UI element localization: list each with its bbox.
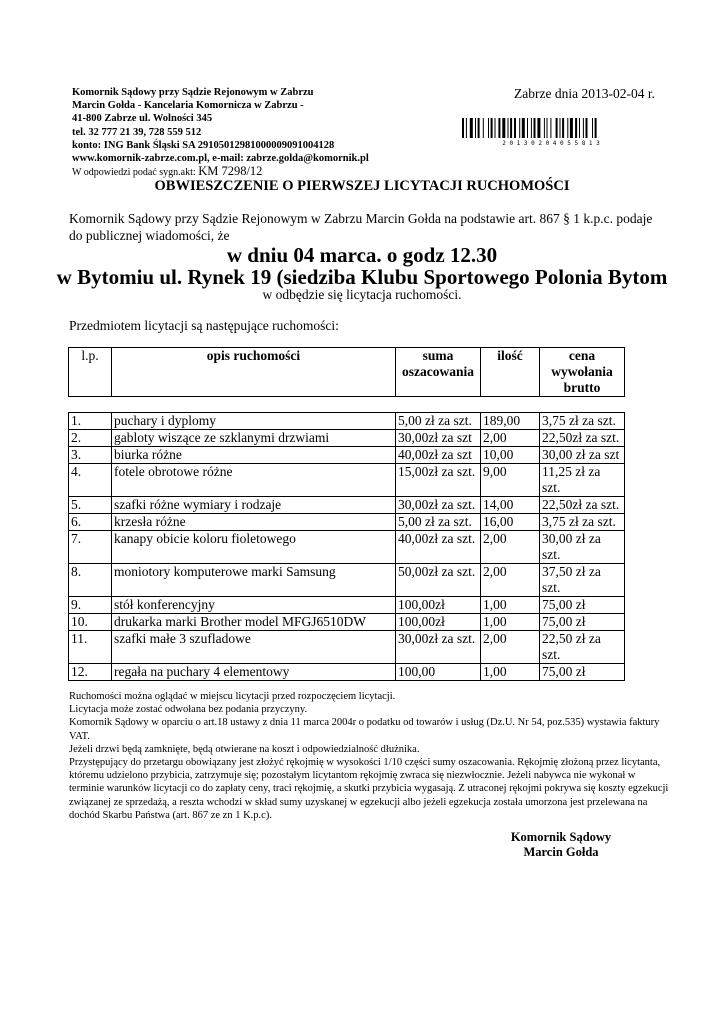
row-number: 4. <box>69 464 112 497</box>
row-price: 75,00 zł <box>540 597 625 614</box>
row-valuation: 30,00zł za szt <box>396 430 481 447</box>
table-row <box>69 614 625 631</box>
row-number: 11. <box>69 631 112 664</box>
row-quantity: 2,00 <box>481 531 540 564</box>
header-description: opis ruchomości <box>112 348 396 397</box>
row-valuation: 100,00 <box>396 664 481 681</box>
letterhead-line: tel. 32 777 21 39, 728 559 512 <box>72 126 202 138</box>
table-row <box>69 497 625 514</box>
table-row <box>69 664 625 681</box>
row-price: 30,00 zł za szt <box>540 447 625 464</box>
auction-subheading: w odbędzie się licytacja ruchomości. <box>262 287 462 302</box>
row-quantity: 14,00 <box>481 497 540 514</box>
header-quantity: ilość <box>481 348 540 397</box>
row-valuation: 30,00zł za szt. <box>396 497 481 514</box>
row-description: regała na puchary 4 elementowy <box>112 664 396 681</box>
items-table-header <box>68 347 625 397</box>
row-number: 7. <box>69 531 112 564</box>
letterhead-line: Marcin Gołda - Kancelaria Komornicza w Zabrzu - <box>72 100 304 112</box>
table-row <box>69 631 625 664</box>
row-number: 10. <box>69 614 112 631</box>
row-description: szafki różne wymiary i rodzaje <box>112 497 396 514</box>
table-row <box>69 430 625 447</box>
note-line: Komornik Sądowy w oparciu o art.18 ustawy z dnia 11 marca 2004r o podatku od towarów i usług (Dz.U. Nr 54, poz.535) wystawia faktury VAT. <box>69 717 660 742</box>
table-row <box>69 413 625 430</box>
row-description: szafki małe 3 szufladowe <box>112 631 396 664</box>
row-quantity: 1,00 <box>481 597 540 614</box>
note-line: Ruchomości można oglądać w miejscu licytacji przed rozpoczęciem licytacji. <box>69 691 396 702</box>
row-valuation: 100,00zł <box>396 614 481 631</box>
row-description: krzesła różne <box>112 514 396 531</box>
row-number: 9. <box>69 597 112 614</box>
items-intro: Przedmiotem licytacji są następujące ruchomości: <box>69 318 339 333</box>
row-price: 22,50zł za szt. <box>540 430 625 447</box>
table-row <box>69 564 625 597</box>
auction-location-heading: w Bytomiu ul. Rynek 19 (siedziba Klubu Sportowego Polonia Bytom <box>56 265 668 289</box>
row-description: puchary i dyplomy <box>112 413 396 430</box>
row-price: 11,25 zł za szt. <box>540 464 625 497</box>
row-number: 12. <box>69 664 112 681</box>
row-description: kanapy obicie koloru fioletowego <box>112 531 396 564</box>
row-quantity: 16,00 <box>481 514 540 531</box>
letterhead-line: Komornik Sądowy przy Sądzie Rejonowym w Zabrzu <box>72 87 314 98</box>
row-price: 3,75 zł za szt. <box>540 413 625 430</box>
header-price: cena wywołania brutto <box>540 348 625 397</box>
row-quantity: 2,00 <box>481 564 540 597</box>
row-price: 37,50 zł za szt. <box>540 564 625 597</box>
row-description: drukarka marki Brother model MFGJ6510DW <box>112 614 396 631</box>
row-valuation: 40,00zł za szt <box>396 447 481 464</box>
auction-notes <box>69 690 669 822</box>
row-valuation: 30,00zł za szt. <box>396 631 481 664</box>
row-quantity: 1,00 <box>481 614 540 631</box>
letterhead <box>72 86 369 179</box>
case-reference-label: W odpowiedzi podać sygn.akt: <box>72 167 196 179</box>
barcode-digits: 2 0 1 3 0 2 0 4 0 5 5 8 1 3 <box>502 140 600 146</box>
row-valuation: 15,00zł za szt. <box>396 464 481 497</box>
row-number: 3. <box>69 447 112 464</box>
notice-title: OBWIESZCZENIE O PIERWSZEJ LICYTACJI RUCHOMOŚCI <box>154 178 570 194</box>
table-row <box>69 447 625 464</box>
document-date: Zabrze dnia 2013-02-04 r. <box>514 86 655 101</box>
note-line: Jeżeli drzwi będą zamknięte, będą otwierane na koszt i odpowiedzialność dłużnika. <box>69 743 420 755</box>
letterhead-line: konto: ING Bank Śląski SA 29105012981000009091004128 <box>72 139 335 151</box>
row-price: 75,00 zł <box>540 614 625 631</box>
row-description: fotele obrotowe różne <box>112 464 396 497</box>
row-price: 22,50zł za szt. <box>540 497 625 514</box>
row-quantity: 9,00 <box>481 464 540 497</box>
row-quantity: 1,00 <box>481 664 540 681</box>
letterhead-line: www.komornik-zabrze.com.pl, e-mail: zabrze.golda@komornik.pl <box>72 153 369 165</box>
table-row <box>69 531 625 564</box>
row-quantity: 189,00 <box>481 413 540 430</box>
intro-paragraph: Komornik Sądowy przy Sądzie Rejonowym w Zabrzu Marcin Gołda na podstawie art. 867 § 1 k.p.c. podaje do publicznej wiadomości, że <box>69 211 653 243</box>
note-line: Przystępujący do przetargu obowiązany jest złożyć rękojmię w wysokości 1/10 części sumy oszacowania. Rękojmię złożoną przez licytanta, któremu udzielono przybicia, zatrzymuje się; pozostałym licytantom rękojmię zwraca się niezwłocznie. Jeżeli nabywca nie wykonał w terminie warunków licytacji co do zapłaty ceny, traci rękojmię, a skutki przybicia wygasają. Z utraconej rękojmi pokrywa się koszty egzekucji związanej ze sprzedażą, a reszta wchodzi w skład sumy uzyskanej w egzekucji albo jeżeli egzekucja została umorzona jest przelewana na dochód Skarbu Państwa (art. 867 ze zn 1 K.p.c). <box>69 757 669 821</box>
auction-date-heading: w dniu 04 marca. o godz 12.30 <box>226 243 498 267</box>
signature-name: Marcin Gołda <box>523 845 599 859</box>
table-row <box>69 514 625 531</box>
header-valuation: suma oszacowania <box>396 348 481 397</box>
row-number: 6. <box>69 514 112 531</box>
row-number: 5. <box>69 497 112 514</box>
row-valuation: 100,00zł <box>396 597 481 614</box>
row-valuation: 5,00 zł za szt. <box>396 514 481 531</box>
row-quantity: 10,00 <box>481 447 540 464</box>
row-quantity: 2,00 <box>481 430 540 447</box>
header-lp: l.p. <box>69 348 112 397</box>
row-description: moniotory komputerowe marki Samsung <box>112 564 396 597</box>
letterhead-line: 41-800 Zabrze ul. Wolności 345 <box>72 113 213 125</box>
row-number: 1. <box>69 413 112 430</box>
case-reference-number: KM 7298/12 <box>198 164 263 179</box>
row-number: 8. <box>69 564 112 597</box>
row-price: 30,00 zł za szt. <box>540 531 625 564</box>
items-table <box>68 412 625 681</box>
table-row <box>69 597 625 614</box>
barcode-image <box>462 118 640 146</box>
row-price: 3,75 zł za szt. <box>540 514 625 531</box>
note-line: Licytacja może zostać odwołana bez podania przyczyny. <box>69 704 308 716</box>
row-price: 75,00 zł <box>540 664 625 681</box>
row-valuation: 50,00zł za szt. <box>396 564 481 597</box>
signature-title: Komornik Sądowy <box>510 830 612 844</box>
row-price: 22,50 zł za szt. <box>540 631 625 664</box>
table-row <box>69 464 625 497</box>
row-description: gabloty wiszące ze szklanymi drzwiami <box>112 430 396 447</box>
row-valuation: 40,00zł za szt. <box>396 531 481 564</box>
row-description: biurka różne <box>112 447 396 464</box>
signature-block <box>496 830 626 860</box>
row-valuation: 5,00 zł za szt. <box>396 413 481 430</box>
row-quantity: 2,00 <box>481 631 540 664</box>
row-description: stół konferencyjny <box>112 597 396 614</box>
row-number: 2. <box>69 430 112 447</box>
